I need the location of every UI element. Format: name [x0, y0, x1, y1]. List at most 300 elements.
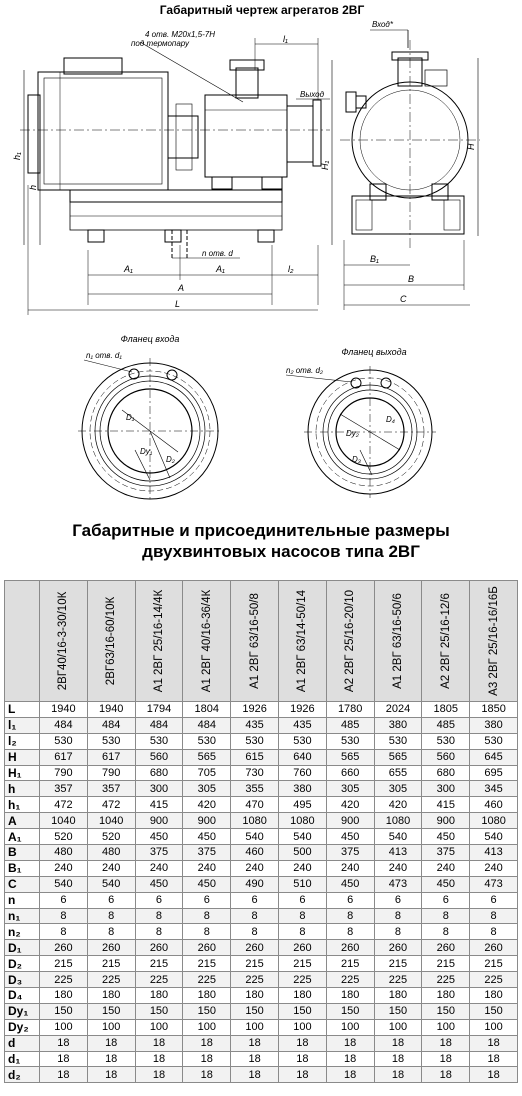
value-cell: 240 [422, 860, 470, 876]
value-cell: 655 [374, 765, 422, 781]
value-cell: 305 [374, 781, 422, 797]
value-cell: 18 [326, 1051, 374, 1067]
value-cell: 480 [40, 845, 88, 861]
value-cell: 450 [422, 829, 470, 845]
value-cell: 6 [278, 892, 326, 908]
value-cell: 18 [231, 1035, 279, 1051]
value-cell: 18 [374, 1067, 422, 1083]
value-cell: 380 [470, 717, 518, 733]
value-cell: 18 [374, 1035, 422, 1051]
value-cell: 1940 [40, 702, 88, 718]
value-cell: 8 [231, 924, 279, 940]
value-cell: 8 [135, 908, 183, 924]
value-cell: 8 [422, 908, 470, 924]
value-cell: 18 [135, 1067, 183, 1083]
value-cell: 415 [422, 797, 470, 813]
value-cell: 225 [87, 972, 135, 988]
value-cell: 240 [278, 860, 326, 876]
param-name-cell: n [5, 892, 40, 908]
value-cell: 18 [135, 1051, 183, 1067]
value-cell: 225 [183, 972, 231, 988]
param-name-cell: l₁ [5, 717, 40, 733]
value-cell: 8 [326, 908, 374, 924]
value-cell: 8 [183, 908, 231, 924]
flange-in-title: Фланец входа [120, 334, 180, 344]
value-cell: 18 [278, 1051, 326, 1067]
value-cell: 18 [374, 1051, 422, 1067]
value-cell: 240 [183, 860, 231, 876]
value-cell: 473 [470, 876, 518, 892]
value-cell: 6 [135, 892, 183, 908]
value-cell: 375 [135, 845, 183, 861]
value-cell: 900 [135, 813, 183, 829]
table-row [5, 765, 518, 781]
value-cell: 450 [183, 876, 231, 892]
value-cell: 495 [278, 797, 326, 813]
table-row [5, 1019, 518, 1035]
value-cell: 615 [231, 749, 279, 765]
value-cell: 240 [326, 860, 374, 876]
value-cell: 380 [278, 781, 326, 797]
table-heading-line2: двухвинтовых насосов типа 2ВГ [142, 542, 420, 561]
value-cell: 100 [422, 1019, 470, 1035]
inlet-label: Вход* [372, 20, 393, 29]
value-cell: 215 [470, 956, 518, 972]
model-name: А1 2ВГ 63/16-50/8 [248, 593, 261, 689]
model-name: А2 2ВГ 25/16-12/6 [439, 593, 452, 689]
value-cell: 450 [326, 829, 374, 845]
value-cell: 530 [87, 733, 135, 749]
value-cell: 100 [231, 1019, 279, 1035]
technical-drawing [0, 0, 522, 500]
value-cell: 240 [135, 860, 183, 876]
value-cell: 8 [470, 908, 518, 924]
model-header [40, 581, 88, 702]
dim-H: H [466, 143, 476, 150]
value-cell: 6 [470, 892, 518, 908]
table-row [5, 733, 518, 749]
value-cell: 150 [422, 1003, 470, 1019]
value-cell: 8 [40, 924, 88, 940]
value-cell: 413 [470, 845, 518, 861]
value-cell: 260 [183, 940, 231, 956]
table-heading-line1: Габаритные и присоединительные размеры [72, 521, 450, 540]
value-cell: 565 [374, 749, 422, 765]
value-cell: 18 [87, 1051, 135, 1067]
value-cell: 18 [470, 1067, 518, 1083]
value-cell: 1080 [374, 813, 422, 829]
value-cell: 484 [40, 717, 88, 733]
value-cell: 18 [470, 1035, 518, 1051]
dim-D2: D₂ [166, 455, 175, 464]
value-cell: 18 [87, 1035, 135, 1051]
value-cell: 900 [326, 813, 374, 829]
value-cell: 18 [40, 1051, 88, 1067]
value-cell: 6 [374, 892, 422, 908]
value-cell: 1805 [422, 702, 470, 718]
value-cell: 150 [326, 1003, 374, 1019]
dim-B: B [408, 274, 415, 284]
outlet-label: Выход [300, 90, 325, 99]
value-cell: 8 [183, 924, 231, 940]
value-cell: 510 [278, 876, 326, 892]
value-cell: 150 [470, 1003, 518, 1019]
value-cell: 225 [374, 972, 422, 988]
value-cell: 640 [278, 749, 326, 765]
value-cell: 6 [326, 892, 374, 908]
value-cell: 480 [87, 845, 135, 861]
table-header-row [5, 581, 518, 702]
value-cell: 8 [470, 924, 518, 940]
param-name-cell: H [5, 749, 40, 765]
value-cell: 345 [470, 781, 518, 797]
value-cell: 180 [40, 988, 88, 1004]
param-name-cell: d₁ [5, 1051, 40, 1067]
value-cell: 530 [470, 733, 518, 749]
value-cell: 6 [183, 892, 231, 908]
value-cell: 260 [231, 940, 279, 956]
value-cell: 450 [183, 829, 231, 845]
value-cell: 680 [422, 765, 470, 781]
value-cell: 18 [183, 1067, 231, 1083]
value-cell: 18 [87, 1067, 135, 1083]
value-cell: 225 [135, 972, 183, 988]
param-name-cell: Dy₁ [5, 1003, 40, 1019]
value-cell: 1804 [183, 702, 231, 718]
value-cell: 8 [87, 924, 135, 940]
value-cell: 18 [422, 1051, 470, 1067]
value-cell: 18 [470, 1051, 518, 1067]
callout-holes-text: 4 отв. M20x1,5-7H [145, 30, 215, 39]
value-cell: 705 [183, 765, 231, 781]
value-cell: 240 [40, 860, 88, 876]
value-cell: 305 [183, 781, 231, 797]
value-cell: 225 [278, 972, 326, 988]
value-cell: 790 [87, 765, 135, 781]
value-cell: 6 [40, 892, 88, 908]
table-row [5, 749, 518, 765]
value-cell: 240 [87, 860, 135, 876]
model-name: А3 2ВГ 25/16-16/16Б [487, 586, 500, 696]
value-cell: 680 [135, 765, 183, 781]
model-header [183, 581, 231, 702]
value-cell: 180 [326, 988, 374, 1004]
value-cell: 180 [87, 988, 135, 1004]
value-cell: 8 [422, 924, 470, 940]
n-holes-label: n отв. d [202, 249, 233, 258]
value-cell: 100 [87, 1019, 135, 1035]
value-cell: 150 [231, 1003, 279, 1019]
value-cell: 225 [422, 972, 470, 988]
value-cell: 645 [470, 749, 518, 765]
value-cell: 18 [183, 1035, 231, 1051]
value-cell: 100 [278, 1019, 326, 1035]
value-cell: 1926 [278, 702, 326, 718]
value-cell: 1080 [278, 813, 326, 829]
value-cell: 485 [422, 717, 470, 733]
value-cell: 225 [40, 972, 88, 988]
value-cell: 260 [87, 940, 135, 956]
param-name-cell: h₁ [5, 797, 40, 813]
value-cell: 500 [278, 845, 326, 861]
dim-A1-right: A₁ [216, 264, 225, 274]
inlet-flange [78, 334, 222, 500]
value-cell: 380 [374, 717, 422, 733]
param-name-cell: l₂ [5, 733, 40, 749]
value-cell: 435 [231, 717, 279, 733]
model-header [87, 581, 135, 702]
model-name: А1 2ВГ 40/16-36/4К [200, 589, 213, 693]
value-cell: 1040 [40, 813, 88, 829]
value-cell: 540 [374, 829, 422, 845]
header-corner-cell [5, 581, 40, 702]
dim-D1: D₁ [126, 413, 135, 422]
value-cell: 180 [183, 988, 231, 1004]
value-cell: 180 [231, 988, 279, 1004]
value-cell: 530 [278, 733, 326, 749]
value-cell: 472 [87, 797, 135, 813]
value-cell: 1940 [87, 702, 135, 718]
param-name-cell: A [5, 813, 40, 829]
model-name: 2ВГ40/16-3-30/10К [57, 591, 70, 691]
value-cell: 900 [422, 813, 470, 829]
value-cell: 450 [326, 876, 374, 892]
param-name-cell: D₄ [5, 988, 40, 1004]
value-cell: 355 [231, 781, 279, 797]
value-cell: 150 [135, 1003, 183, 1019]
table-row [5, 813, 518, 829]
table-row [5, 781, 518, 797]
table-row [5, 845, 518, 861]
param-name-cell: n₁ [5, 908, 40, 924]
value-cell: 215 [87, 956, 135, 972]
param-name-cell: D₃ [5, 972, 40, 988]
dim-D4: D₄ [386, 415, 395, 424]
value-cell: 6 [87, 892, 135, 908]
value-cell: 100 [374, 1019, 422, 1035]
value-cell: 520 [40, 829, 88, 845]
value-cell: 617 [87, 749, 135, 765]
model-header [422, 581, 470, 702]
value-cell: 660 [326, 765, 374, 781]
value-cell: 1850 [470, 702, 518, 718]
value-cell: 1080 [231, 813, 279, 829]
value-cell: 8 [135, 924, 183, 940]
dim-l1: l₁ [283, 34, 288, 44]
value-cell: 8 [374, 924, 422, 940]
value-cell: 565 [326, 749, 374, 765]
value-cell: 305 [326, 781, 374, 797]
table-row [5, 908, 518, 924]
model-header [374, 581, 422, 702]
value-cell: 8 [278, 908, 326, 924]
value-cell: 565 [183, 749, 231, 765]
value-cell: 18 [135, 1035, 183, 1051]
param-name-cell: B₁ [5, 860, 40, 876]
value-cell: 420 [183, 797, 231, 813]
param-name-cell: h [5, 781, 40, 797]
table-row [5, 1003, 518, 1019]
value-cell: 450 [422, 876, 470, 892]
value-cell: 300 [422, 781, 470, 797]
value-cell: 413 [374, 845, 422, 861]
value-cell: 460 [470, 797, 518, 813]
value-cell: 520 [87, 829, 135, 845]
model-header [135, 581, 183, 702]
value-cell: 530 [326, 733, 374, 749]
value-cell: 530 [374, 733, 422, 749]
value-cell: 420 [326, 797, 374, 813]
table-row [5, 829, 518, 845]
dim-A: A [178, 283, 185, 293]
value-cell: 150 [278, 1003, 326, 1019]
value-cell: 357 [40, 781, 88, 797]
value-cell: 530 [422, 733, 470, 749]
value-cell: 472 [40, 797, 88, 813]
value-cell: 260 [278, 940, 326, 956]
table-row [5, 876, 518, 892]
value-cell: 18 [40, 1067, 88, 1083]
value-cell: 260 [135, 940, 183, 956]
param-name-cell: d [5, 1035, 40, 1051]
value-cell: 100 [470, 1019, 518, 1035]
table-row [5, 956, 518, 972]
value-cell: 18 [422, 1035, 470, 1051]
value-cell: 215 [231, 956, 279, 972]
value-cell: 18 [231, 1051, 279, 1067]
value-cell: 180 [374, 988, 422, 1004]
value-cell: 530 [231, 733, 279, 749]
table-row [5, 972, 518, 988]
value-cell: 730 [231, 765, 279, 781]
model-header [231, 581, 279, 702]
param-name-cell: n₂ [5, 924, 40, 940]
value-cell: 8 [40, 908, 88, 924]
value-cell: 375 [422, 845, 470, 861]
value-cell: 484 [183, 717, 231, 733]
value-cell: 1794 [135, 702, 183, 718]
dim-B1: B₁ [370, 254, 379, 264]
value-cell: 450 [135, 829, 183, 845]
value-cell: 215 [135, 956, 183, 972]
value-cell: 6 [231, 892, 279, 908]
dim-h: h [28, 184, 38, 190]
dim-D3: D₃ [352, 455, 361, 464]
value-cell: 357 [87, 781, 135, 797]
drawing-title: Габаритный чертеж агрегатов 2ВГ [159, 3, 365, 17]
value-cell: 790 [40, 765, 88, 781]
value-cell: 900 [183, 813, 231, 829]
value-cell: 473 [374, 876, 422, 892]
value-cell: 560 [135, 749, 183, 765]
value-cell: 617 [40, 749, 88, 765]
value-cell: 540 [40, 876, 88, 892]
table-row [5, 892, 518, 908]
value-cell: 260 [422, 940, 470, 956]
value-cell: 100 [40, 1019, 88, 1035]
param-name-cell: A₁ [5, 829, 40, 845]
param-name-cell: C [5, 876, 40, 892]
value-cell: 460 [231, 845, 279, 861]
callout-thermo-text: под термопару [131, 39, 189, 48]
value-cell: 420 [374, 797, 422, 813]
value-cell: 6 [422, 892, 470, 908]
value-cell: 18 [231, 1067, 279, 1083]
side-view [340, 20, 480, 310]
param-name-cell: d₂ [5, 1067, 40, 1083]
param-name-cell: D₁ [5, 940, 40, 956]
value-cell: 8 [374, 908, 422, 924]
value-cell: 540 [231, 829, 279, 845]
model-header [278, 581, 326, 702]
value-cell: 8 [278, 924, 326, 940]
front-view [12, 30, 332, 315]
value-cell: 240 [470, 860, 518, 876]
value-cell: 215 [374, 956, 422, 972]
dim-A1-left: A₁ [124, 264, 133, 274]
dimensions-table [4, 580, 518, 1083]
value-cell: 2024 [374, 702, 422, 718]
table-row [5, 940, 518, 956]
value-cell: 100 [326, 1019, 374, 1035]
model-header [470, 581, 518, 702]
value-cell: 18 [278, 1035, 326, 1051]
flange-out-holes: n₂ отв. d₂ [286, 366, 323, 375]
dim-Dy2: Dy₂ [346, 429, 359, 438]
value-cell: 300 [135, 781, 183, 797]
value-cell: 18 [183, 1051, 231, 1067]
dim-Dy1: Dy₁ [140, 447, 153, 456]
value-cell: 530 [183, 733, 231, 749]
value-cell: 1926 [231, 702, 279, 718]
value-cell: 150 [374, 1003, 422, 1019]
value-cell: 18 [326, 1067, 374, 1083]
value-cell: 150 [40, 1003, 88, 1019]
value-cell: 540 [87, 876, 135, 892]
table-row [5, 702, 518, 718]
param-name-cell: H₁ [5, 765, 40, 781]
value-cell: 760 [278, 765, 326, 781]
table-row [5, 860, 518, 876]
dim-l2: l₂ [288, 264, 294, 274]
value-cell: 415 [135, 797, 183, 813]
value-cell: 215 [326, 956, 374, 972]
value-cell: 8 [231, 908, 279, 924]
table-row [5, 988, 518, 1004]
value-cell: 215 [183, 956, 231, 972]
value-cell: 100 [183, 1019, 231, 1035]
value-cell: 215 [278, 956, 326, 972]
model-name: А1 2ВГ 63/14-50/14 [296, 589, 309, 693]
value-cell: 8 [87, 908, 135, 924]
flange-out-title: Фланец выхода [341, 347, 407, 357]
value-cell: 695 [470, 765, 518, 781]
dim-H1: H₁ [320, 160, 330, 170]
value-cell: 215 [422, 956, 470, 972]
value-cell: 1080 [470, 813, 518, 829]
model-name: А2 2ВГ 25/16-20/10 [344, 589, 357, 693]
table-row [5, 1035, 518, 1051]
value-cell: 240 [374, 860, 422, 876]
value-cell: 225 [231, 972, 279, 988]
table-row [5, 797, 518, 813]
dim-L: L [175, 299, 181, 309]
value-cell: 225 [326, 972, 374, 988]
value-cell: 100 [135, 1019, 183, 1035]
value-cell: 530 [135, 733, 183, 749]
value-cell: 18 [326, 1035, 374, 1051]
value-cell: 150 [87, 1003, 135, 1019]
